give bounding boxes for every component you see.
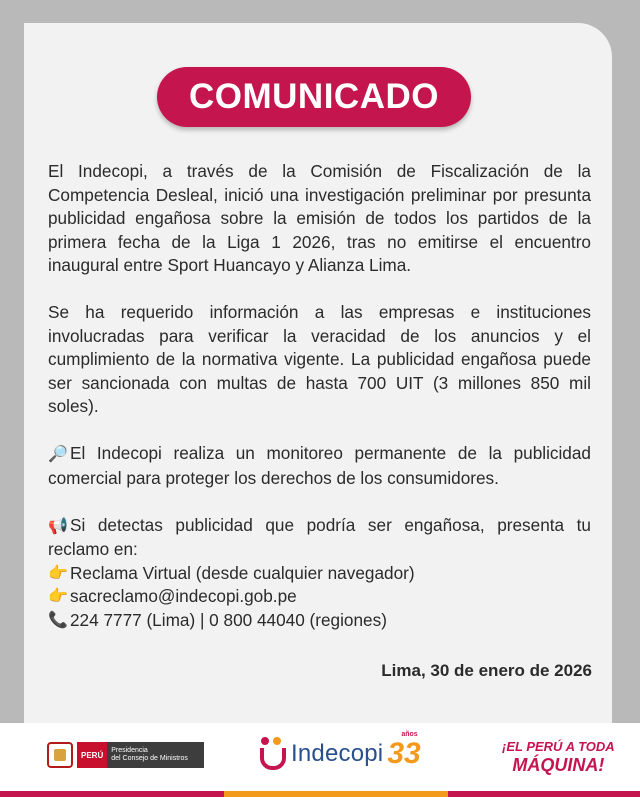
paragraph-claim (48, 514, 591, 562)
phone-icon: 📞 (48, 611, 68, 629)
pointing-hand-icon: 👉 (48, 588, 68, 605)
claim-phone[interactable]: 224 7777 (Lima) | 0 800 44040 (regiones) (70, 609, 387, 630)
gov-logo (47, 742, 204, 768)
paragraph-investigation: El Indecopi, a través de la Comisión de Fiscalización de la Competencia Desleal, inició una investigación preliminar por presunta publicidad engañosa sobre la emisión de todos los partidos de la primera fecha de la Liga 1 2026, tras no emitirse el encuentro inaugural entre Sport Huancayo y Alianza Lima. (48, 161, 591, 275)
anniversary-number: 33 (387, 737, 421, 770)
paragraph-requirement: Se ha requerido información a las empresas e instituciones involucradas para verificar la veracidad de los anuncios y el cumplimiento de la normativa vigente. La publicidad engañosa puede ser sancionada con multas de hasta 700 UIT (3 millones 850 mil soles). (48, 302, 591, 416)
brand-name: Indecopi (291, 740, 384, 767)
anniversary-badge (387, 731, 421, 771)
paragraph-monitoring (48, 442, 591, 490)
gov-pcm-line1: Presidencia (111, 747, 148, 754)
claim-item (48, 609, 591, 633)
claim-item (48, 562, 591, 586)
pointing-hand-icon: 👉 (48, 564, 68, 582)
slogan-logo (502, 738, 615, 774)
indecopi-logo (259, 731, 421, 771)
indecopi-mark-icon (259, 737, 285, 771)
claim-item (48, 585, 591, 609)
megaphone-icon: 📢 (48, 517, 68, 535)
gov-pcm-line2: del Consejo de Ministros (111, 755, 188, 762)
magnifier-icon: 🔎 (48, 446, 68, 463)
monitoring-text: El Indecopi realiza un monitoreo permanente de la publicidad comercial para proteger los derechos de los consumidores. (48, 443, 591, 488)
claim-item-text: Reclama Virtual (desde cualquier navegador) (70, 562, 415, 583)
notice-body (48, 160, 591, 632)
slogan-line1: ¡EL PERÚ A TODA (502, 739, 615, 754)
gov-pcm-label (107, 742, 204, 768)
slogan-line2: MÁQUINA! (512, 755, 605, 775)
coat-of-arms-icon (47, 742, 73, 768)
page-title: COMUNICADO (157, 67, 471, 127)
footer-color-bar (0, 791, 640, 797)
claim-intro: Si detectas publicidad que podría ser engañosa, presenta tu reclamo en: (48, 514, 591, 559)
claim-email[interactable]: sacreclamo@indecopi.gob.pe (70, 586, 297, 606)
gov-peru-label: PERÚ (77, 742, 107, 768)
anniversary-label: años (401, 731, 418, 738)
date-line: Lima, 30 de enero de 2026 (381, 661, 592, 680)
